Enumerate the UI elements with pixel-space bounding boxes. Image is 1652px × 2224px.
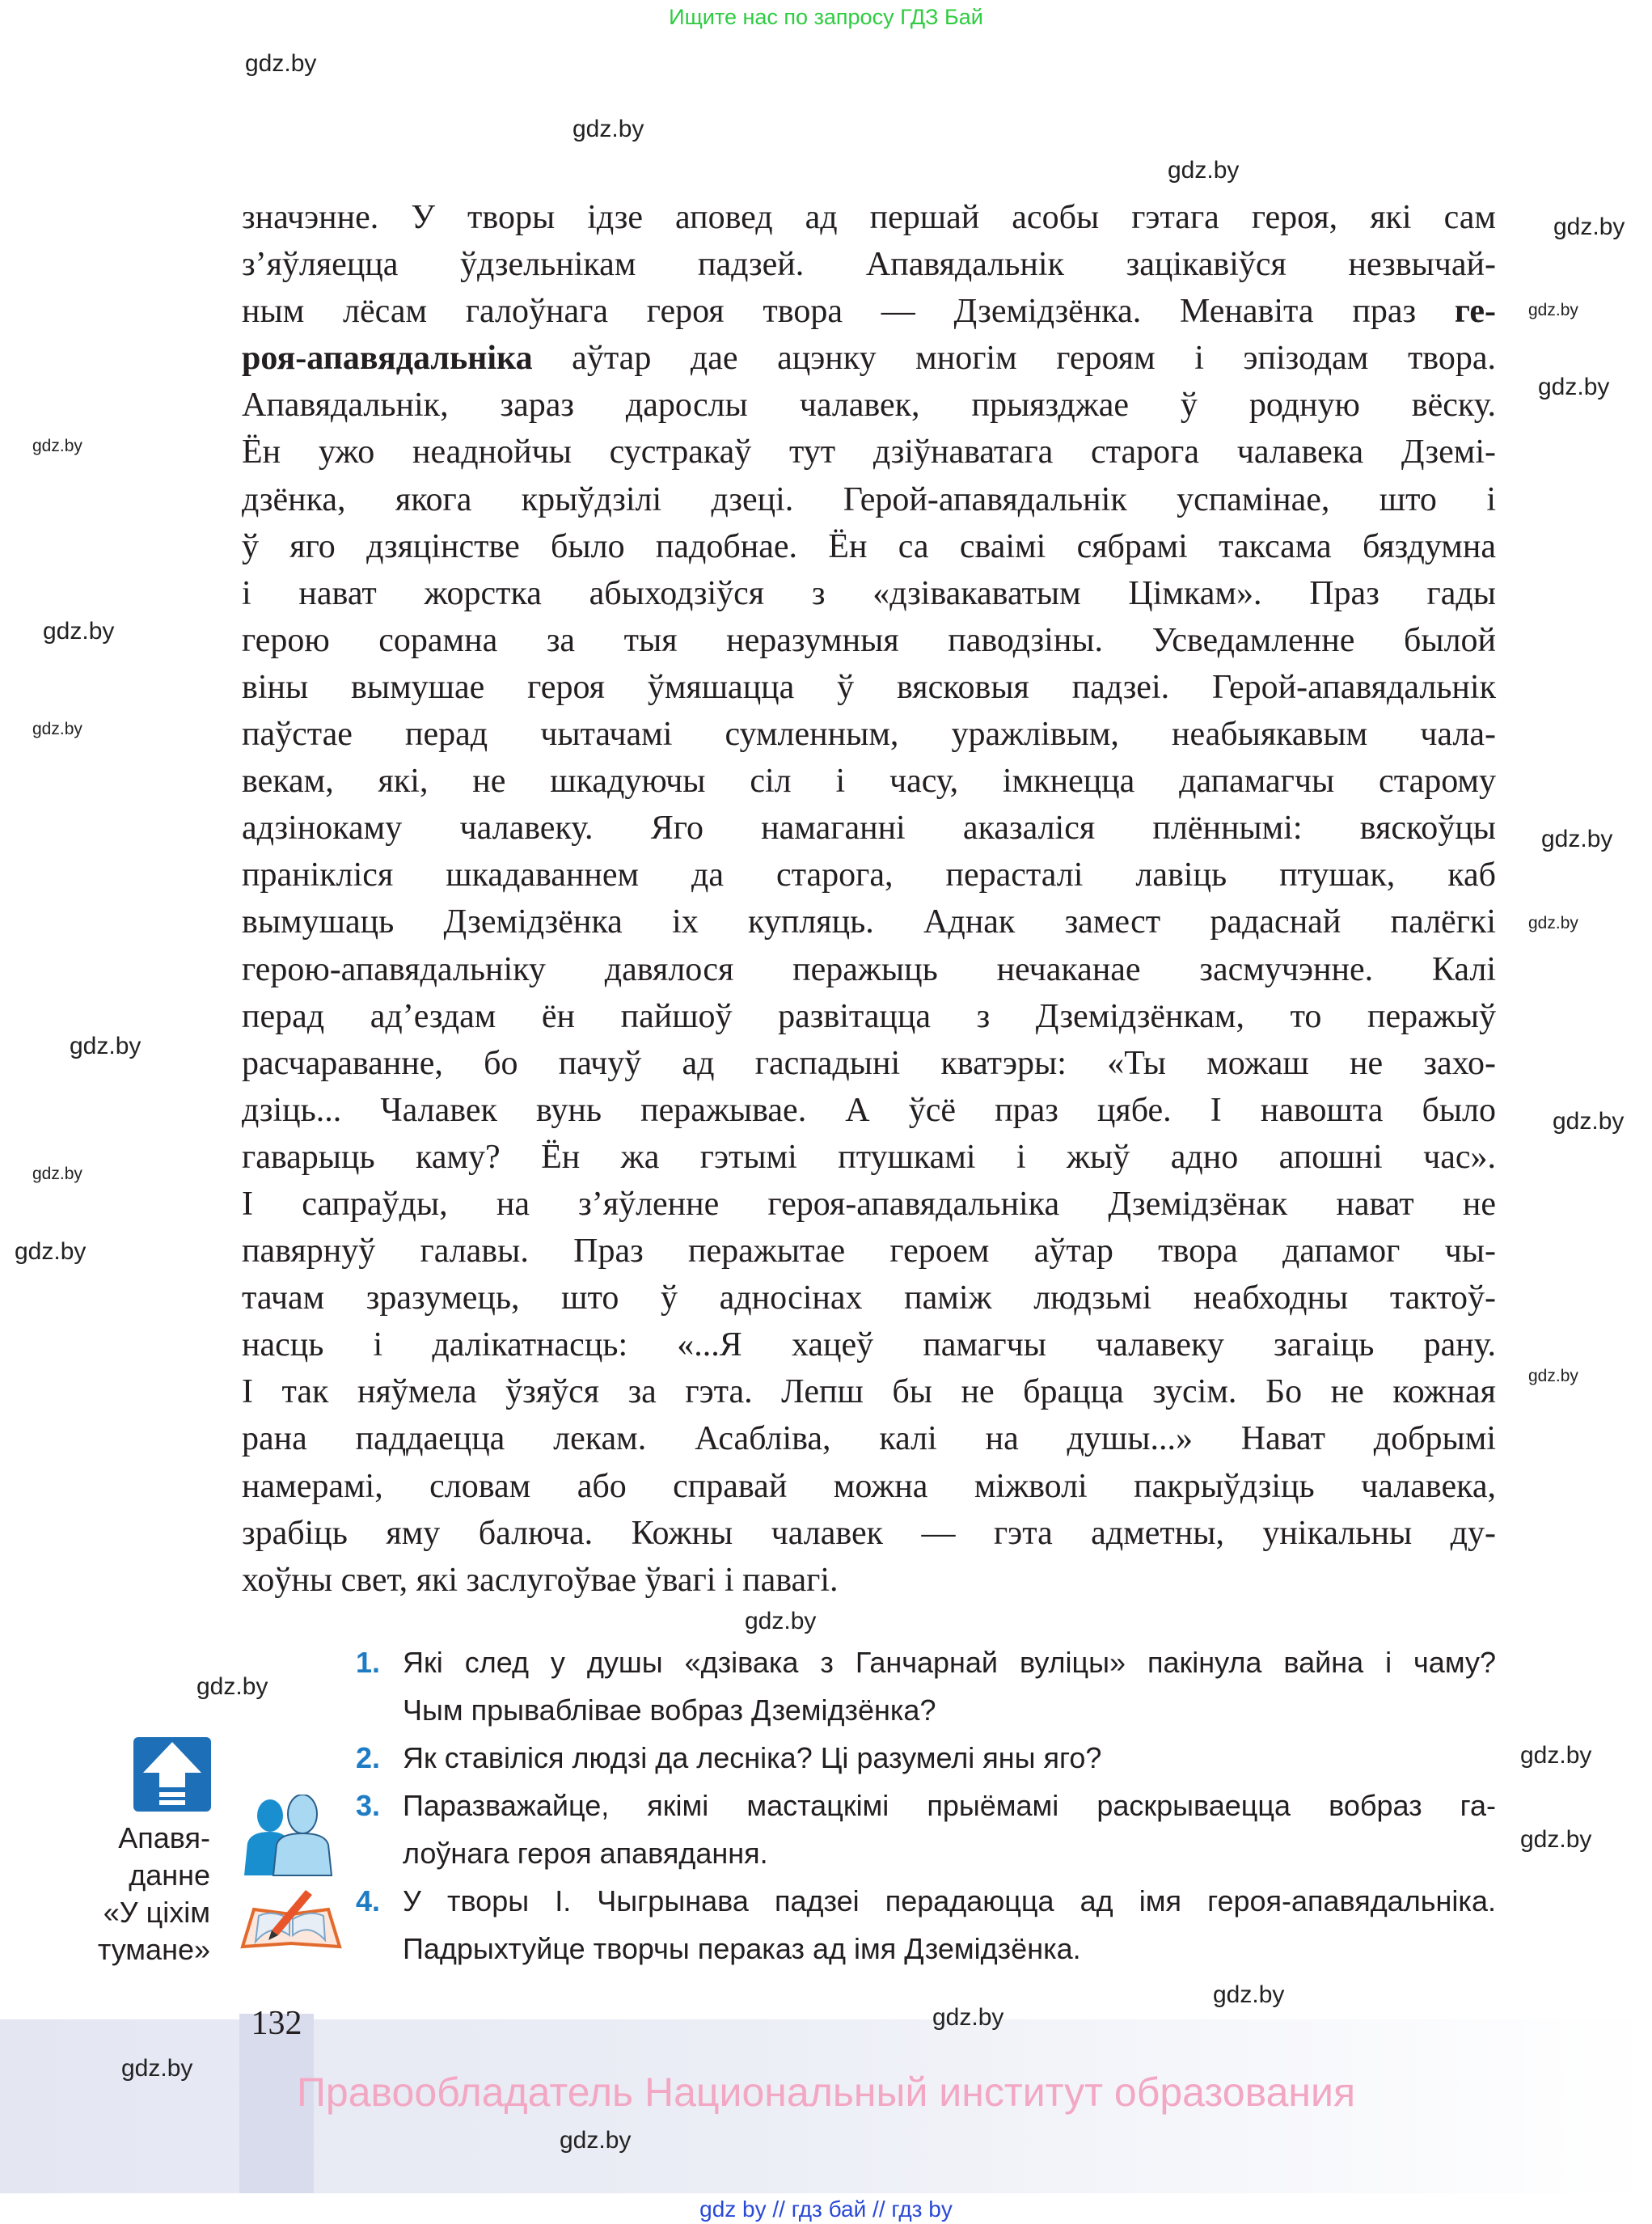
- text-line: [242, 1275, 1496, 1321]
- text-segment: зрабіць яму балюча. Кожны чалавек — гэта адметны, унікальны ду-: [242, 1514, 1496, 1552]
- search-banner: Ищите нас по запросу ГДЗ Бай: [669, 5, 983, 29]
- question-text: лоўнага героя апавядання.: [403, 1837, 768, 1870]
- question-number: 3.: [356, 1789, 381, 1822]
- watermark: gdz.by: [43, 618, 115, 645]
- text-line: [242, 711, 1496, 758]
- sidebar-label-line: данне: [129, 1858, 210, 1892]
- text-line: [242, 852, 1496, 898]
- text-segment: паўстае перад чытачамі сумленным, уражлівым, неабыякавым чала-: [242, 716, 1496, 754]
- watermark: gdz.by: [32, 1165, 82, 1183]
- text-line: [242, 429, 1496, 476]
- text-line: [242, 1134, 1496, 1181]
- text-segment: аўтар дае ацэнку многім героям і эпізодам твора.: [532, 340, 1496, 378]
- text-line: [242, 1368, 1496, 1415]
- text-line: [242, 1321, 1496, 1368]
- text-segment: вымушаць Дземідзёнка іх купляць. Аднак замест радаснай палёгкі: [242, 903, 1496, 941]
- footer-links[interactable]: gdz by // гдз бай // гдз by: [699, 2197, 953, 2222]
- watermark: gdz.by: [245, 50, 317, 77]
- watermark: gdz.by: [32, 437, 82, 455]
- text-segment: павярнуў галавы. Праз перажытае героем аўтар твора дапамог чы-: [242, 1233, 1496, 1271]
- question-number: 1.: [356, 1646, 381, 1679]
- watermark: gdz.by: [1541, 826, 1613, 852]
- text-line: [242, 1040, 1496, 1087]
- watermark: gdz.by: [1528, 914, 1578, 932]
- text-segment: намерамі, словам або справай можна міжволі пакрыўдзіць чалавека,: [242, 1467, 1496, 1505]
- text-line: [242, 476, 1496, 523]
- watermark: gdz.by: [121, 2055, 193, 2082]
- question-text: Чым прываблівае вобраз Дземідзёнка?: [403, 1693, 936, 1727]
- watermark: gdz.by: [1168, 157, 1240, 184]
- text-segment: хоўны свет, які заслугоўвае ўвагі і павагі.: [242, 1561, 839, 1599]
- text-segment: ў яго дзяцінстве было падобнае. Ён са сваімі сябрамі таксама бяздумна: [242, 527, 1496, 565]
- text-line: [242, 194, 1496, 241]
- text-segment: пранікліся шкадаваннем да старога, перасталі лавіць птушак, каб: [242, 856, 1496, 894]
- people-icon: [239, 1795, 342, 1877]
- text-segment: рана паддаецца лекам. Асабліва, калі на душы...» Нават добрымі: [242, 1420, 1496, 1458]
- watermark: gdz.by: [560, 2127, 632, 2154]
- upload-arrow-icon: [133, 1737, 211, 1812]
- watermark: gdz.by: [1213, 1981, 1285, 2008]
- text-line: [242, 805, 1496, 852]
- watermark: gdz.by: [1538, 374, 1610, 400]
- text-line: [242, 1415, 1496, 1462]
- watermark: gdz.by: [1528, 1367, 1578, 1385]
- text-segment: насць і далікатнасць: «...Я хацеў памагчы чалавеку загаіць рану.: [242, 1326, 1496, 1364]
- text-segment: векам, які, не шкадуючы сіл і часу, імкнецца дапамагчы старому: [242, 763, 1496, 801]
- question-text: Падрыхтуйце творчы пераказ ад імя Дземідзёнка.: [403, 1932, 1081, 1965]
- text-segment: з’яўляецца ўдзельнікам падзей. Апавядальнік зацікавіўся незвычай-: [242, 246, 1496, 284]
- watermark: gdz.by: [1553, 214, 1625, 240]
- text-line: [242, 1510, 1496, 1557]
- text-line: [242, 758, 1496, 805]
- question-number: 4.: [356, 1884, 381, 1917]
- question-item: [356, 1638, 1496, 1686]
- watermark: gdz.by: [1520, 1826, 1592, 1853]
- text-line: [242, 1463, 1496, 1510]
- watermark: gdz.by: [932, 2004, 1004, 2031]
- watermark: gdz.by: [745, 1608, 817, 1634]
- question-item: [356, 1734, 1496, 1782]
- sidebar-label-line: «У ціхім: [103, 1896, 210, 1929]
- text-line: [242, 993, 1496, 1040]
- text-line: [242, 523, 1496, 570]
- question-item: [356, 1686, 1496, 1734]
- watermark: gdz.by: [70, 1033, 142, 1059]
- sidebar-label-line: Апавя-: [118, 1821, 210, 1854]
- question-text: Паразважайце, якімі мастацкімі прыёмамі раскрываецца вобраз га-: [403, 1789, 1496, 1822]
- copyright-owner: Правообладатель Национальный институт образования: [296, 2070, 1356, 2115]
- question-item: [356, 1782, 1496, 1829]
- text-segment: і нават жорстка абыходзіўся з «дзівакаватым Цімкам». Праз гады: [242, 574, 1496, 612]
- bold-term: ге-: [1454, 293, 1496, 331]
- watermark: gdz.by: [1553, 1108, 1625, 1135]
- question-item: [356, 1829, 1496, 1877]
- watermark: gdz.by: [15, 1238, 87, 1265]
- text-line: [242, 241, 1496, 288]
- text-line: [242, 946, 1496, 993]
- text-line: [242, 898, 1496, 945]
- watermark: gdz.by: [572, 116, 644, 142]
- text-segment: адзінокаму чалавеку. Яго намаганні аказаліся плённымі: вяскоўцы: [242, 810, 1496, 848]
- text-line: [242, 382, 1496, 429]
- question-text: У творы І. Чыгрынава падзеі перадаюцца ад імя героя-апавядальніка.: [403, 1884, 1496, 1917]
- text-segment: герою сорамна за тыя неразумныя паводзіны. Усведамленне былой: [242, 621, 1496, 659]
- text-segment: расчараванне, бо пачуў ад гаспадыні кватэры: «Ты можаш не захо-: [242, 1044, 1496, 1082]
- text-segment: дзіць... Чалавек вунь перажывае. А ўсё праз цябе. І навошта было: [242, 1091, 1496, 1129]
- text-segment: гаварыць каму? Ён жа гэтымі птушкамі і жыў адно апошні час».: [242, 1138, 1496, 1176]
- sidebar-story-label: [57, 1820, 210, 1968]
- watermark: gdz.by: [1528, 301, 1578, 319]
- watermark: gdz.by: [32, 720, 82, 738]
- text-line: [242, 1087, 1496, 1134]
- text-line: [242, 617, 1496, 664]
- text-segment: перад ад’ездам ён пайшоў развітацца з Дземідзёнкам, то перажыў: [242, 997, 1496, 1035]
- text-segment: значэнне. У творы ідзе аповед ад першай асобы гэтага героя, які сам: [242, 199, 1496, 236]
- text-line: [242, 335, 1496, 382]
- text-line: [242, 664, 1496, 711]
- text-line: [242, 1181, 1496, 1228]
- main-text: [242, 194, 1496, 1604]
- watermark: gdz.by: [1520, 1742, 1592, 1769]
- text-segment: І сапраўды, на з’яўленне героя-апавядальніка Дземідзёнак нават не: [242, 1185, 1496, 1223]
- bold-term: роя-апавядальніка: [242, 340, 533, 378]
- question-text: Як ставіліся людзі да лесніка? Ці разумелі яны яго?: [403, 1741, 1102, 1774]
- text-line: [242, 1557, 1496, 1604]
- text-line: [242, 288, 1496, 335]
- text-segment: ным лёсам галоўнага героя твора — Дземідзёнка. Менавіта праз: [242, 293, 1455, 331]
- text-segment: герою-апавядальніку давялося перажыць нечаканае засмучэнне. Калі: [242, 950, 1496, 988]
- question-number: 2.: [356, 1741, 381, 1774]
- text-segment: дзёнка, якога крыўдзілі дзеці. Герой-апавядальнік успамінае, што і: [242, 480, 1496, 518]
- page-number: 132: [251, 2005, 302, 2042]
- text-line: [242, 1228, 1496, 1275]
- questions-list: [356, 1638, 1496, 1972]
- text-segment: Апавядальнік, зараз дарослы чалавек, прыязджае ў родную вёску.: [242, 387, 1496, 425]
- book-pen-icon: [239, 1887, 342, 1951]
- text-segment: віны вымушае героя ўмяшацца ў вясковыя падзеі. Герой-апавядальнік: [242, 668, 1496, 706]
- text-segment: І так няўмела ўзяўся за гэта. Лепш бы не брацца зусім. Бо не кожная: [242, 1373, 1496, 1411]
- text-line: [242, 570, 1496, 617]
- question-text: Які след у душы «дзівака з Ганчарнай вуліцы» пакінула вайна і чаму?: [403, 1646, 1496, 1679]
- question-item: [356, 1925, 1496, 1972]
- watermark: gdz.by: [196, 1673, 268, 1700]
- sidebar-label-line: тумане»: [97, 1933, 210, 1966]
- text-segment: тачам зразумець, што ў адносінах паміж людзьмі неабходны тактоў-: [242, 1279, 1496, 1317]
- text-segment: Ён ужо неаднойчы сустракаў тут дзіўнаватага старога чалавека Дземі-: [242, 433, 1496, 471]
- question-item: [356, 1877, 1496, 1925]
